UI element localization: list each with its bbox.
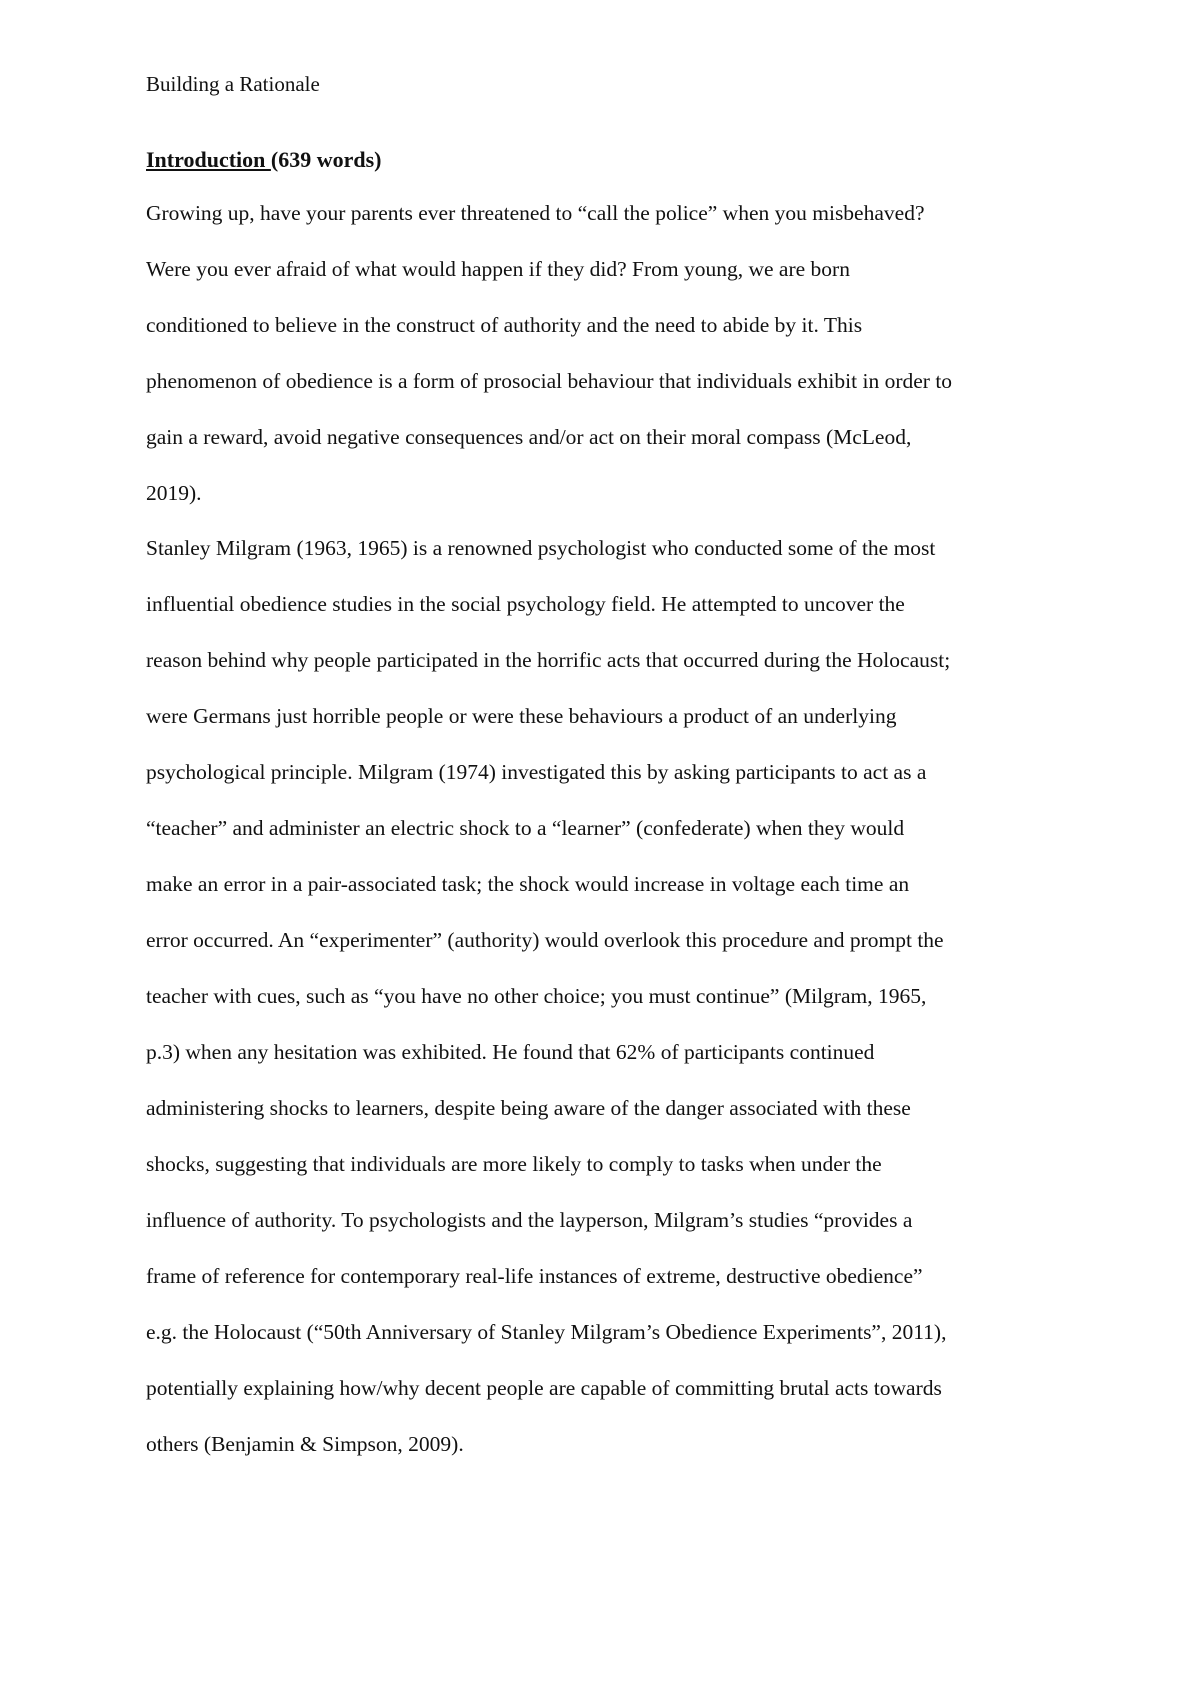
body-line: error occurred. An “experimenter” (authority) would overlook this procedure and prompt the <box>146 928 944 952</box>
body-line: administering shocks to learners, despite being aware of the danger associated with these <box>146 1096 911 1120</box>
body-line: were Germans just horrible people or were these behaviours a product of an underlying <box>146 704 897 728</box>
body-line: reason behind why people participated in the horrific acts that occurred during the Holocaust; <box>146 648 951 672</box>
body-line: p.3) when any hesitation was exhibited. He found that 62% of participants continued <box>146 1040 875 1064</box>
body-line: others (Benjamin & Simpson, 2009). <box>146 1432 464 1456</box>
body-line: influential obedience studies in the social psychology field. He attempted to uncover the <box>146 592 905 616</box>
body-line: phenomenon of obedience is a form of prosocial behaviour that individuals exhibit in order to <box>146 369 953 393</box>
body-line: psychological principle. Milgram (1974) investigated this by asking participants to act as a <box>146 760 927 784</box>
body-line: Were you ever afraid of what would happen if they did? From young, we are born <box>146 257 850 281</box>
body-line: “teacher” and administer an electric shock to a “learner” (confederate) when they would <box>146 816 905 840</box>
section-heading <box>146 146 382 174</box>
body-line: teacher with cues, such as “you have no other choice; you must continue” (Milgram, 1965, <box>146 984 927 1008</box>
heading-title: Introduction <box>146 147 271 172</box>
body-line: conditioned to believe in the construct of authority and the need to abide by it. This <box>146 313 863 337</box>
body-line: Growing up, have your parents ever threatened to “call the police” when you misbehaved? <box>146 201 925 225</box>
body-line: potentially explaining how/why decent people are capable of committing brutal acts towards <box>146 1376 942 1400</box>
body-line: make an error in a pair-associated task; the shock would increase in voltage each time an <box>146 872 910 896</box>
body-line: gain a reward, avoid negative consequences and/or act on their moral compass (McLeod, <box>146 425 912 449</box>
body-line: shocks, suggesting that individuals are more likely to comply to tasks when under the <box>146 1152 882 1176</box>
heading-word-count: (639 words) <box>270 147 382 172</box>
body-line: influence of authority. To psychologists and the layperson, Milgram’s studies “provides a <box>146 1208 913 1232</box>
running-head: Building a Rationale <box>146 72 320 96</box>
body-line: 2019). <box>146 481 202 505</box>
body-line: Stanley Milgram (1963, 1965) is a renowned psychologist who conducted some of the most <box>146 536 936 560</box>
body-line: frame of reference for contemporary real-life instances of extreme, destructive obedience” <box>146 1264 923 1288</box>
body-line: e.g. the Holocaust (“50th Anniversary of Stanley Milgram’s Obedience Experiments”, 2011), <box>146 1320 947 1344</box>
